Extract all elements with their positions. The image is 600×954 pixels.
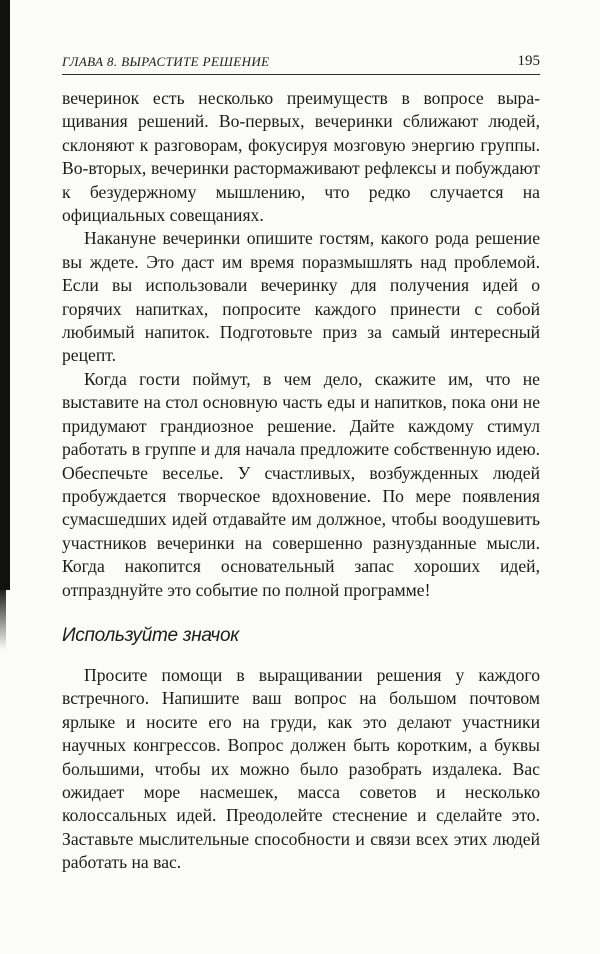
chapter-title: ГЛАВА 8. ВЫРАСТИТЕ РЕШЕНИЕ — [62, 54, 270, 69]
page-number: 195 — [517, 53, 540, 69]
paragraph-badge: Просите помощи в выращивании решения у каждого встречного. Напишите ваш вопрос на большом почтовом ярлыке и носите его на груди, как это делают участники научных конгрессов. Вопрос должен быть коротким, а буквы большими, чтобы их можно было разобрать издалека. Вас ожидает море насмешек, масса советов и несколько колоссальных идей. Преодолейте стеснение и сделайте это. Заставьте мыслительные способности и связи всех этих людей работать на вас. — [62, 664, 540, 873]
section-heading: Используйте значок — [62, 624, 239, 646]
binding-shadow — [0, 0, 10, 590]
running-header — [62, 52, 540, 75]
paragraph-before-party: Накануне вечеринки опишите гостям, какого рода решение вы ждете. Это даст им время поразмышлять над проблемой. Если вы использовали вечеринку для получения идей о горячих напитках, попросите каждого принести с собой любимый напиток. Подготовьте приз за самый интересный рецепт. — [62, 228, 540, 366]
paragraph-guests: Когда гости поймут, в чем дело, скажите им, что не выставите на стол основную часть еды и напитков, пока они не придумают грандиозное решение. Дайте каждому стимул работать в группе и для начала предложите собственную идею. Обеспечьте веселье. У счастливых, возбужденных людей пробуждается творческое вдохновение. По мере появления сумасшедших идей отдавайте им должное, чтобы воодушевить участников вечеринки на совершенно разнузданные мысли. Когда накопится основательный запас хороших идей, отпразднуйте это событие по полной программе! — [62, 368, 540, 600]
binding-shadow-fade — [0, 590, 6, 650]
paragraph-continued: вечеринок есть несколько преимуществ в вопросе выращивания решений. Во-первых, вечеринки сближают людей, склоняют к разговорам, фокусируя мозговую энергию группы. Во-вторых, вечеринки растормаживают рефлексы и побуждают к безудержному мышлению, что редко случается на официальных совещаниях. — [62, 88, 540, 226]
page-body — [62, 87, 540, 875]
